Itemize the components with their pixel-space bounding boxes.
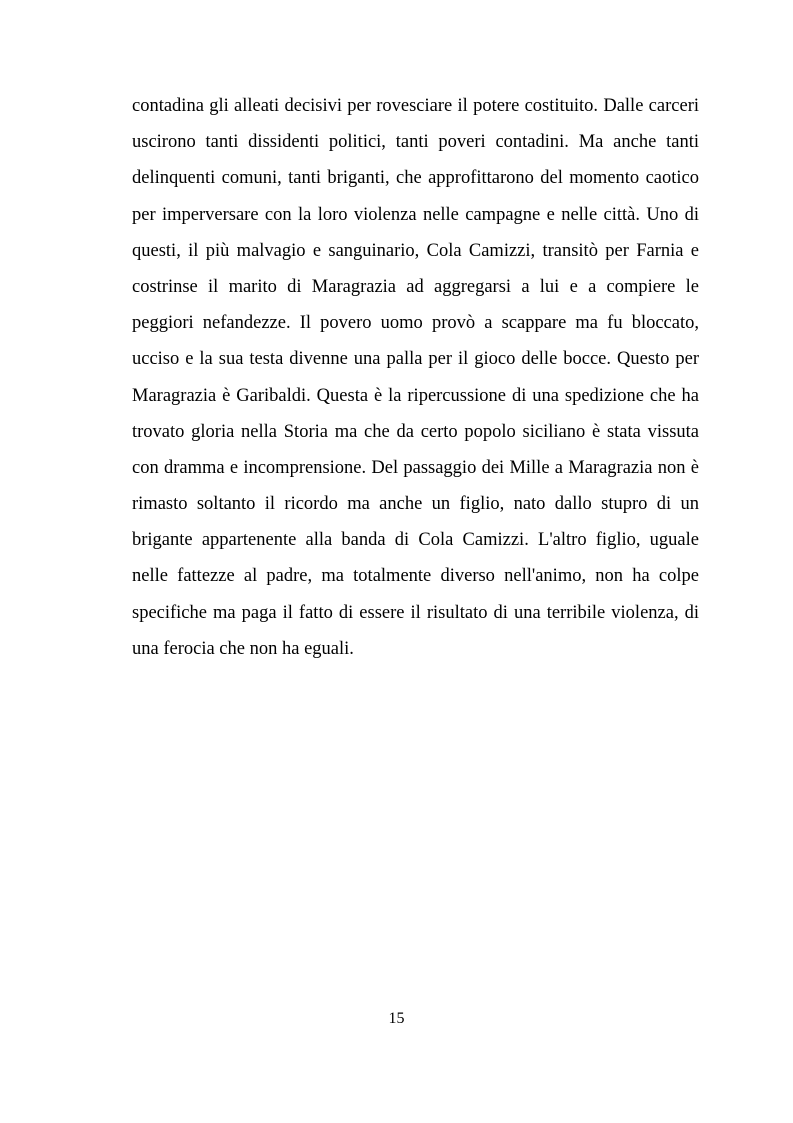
text-line: costrinse il marito di Maragrazia ad aggregarsi a lui e a compiere le [132,276,699,297]
text-line: ucciso e la sua testa divenne una palla per il gioco delle bocce. Questo per [132,349,699,370]
text-line: una ferocia che non ha eguali. [132,638,354,659]
page-number: 15 [388,1010,405,1027]
text-line: specifiche ma paga il fatto di essere il risultato di una terribile violenza, di [132,602,699,623]
text-line: per imperversare con la loro violenza nelle campagne e nelle città. Uno di [132,204,699,225]
text-line: brigante appartenente alla banda di Cola Camizzi. L'altro figlio, uguale [132,530,699,551]
body-paragraph [132,88,699,667]
text-line: con dramma e incomprensione. Del passaggio dei Mille a Maragrazia non è [132,457,699,478]
text-line: contadina gli alleati decisivi per rovesciare il potere costituito. Dalle carceri [132,96,699,116]
text-line: rimasto soltanto il ricordo ma anche un figlio, nato dallo stupro di un [132,494,699,515]
text-line: peggiori nefandezze. Il povero uomo provò a scappare ma fu bloccato, [132,313,699,334]
text-line: trovato gloria nella Storia ma che da certo popolo siciliano è stata vissuta [132,421,699,442]
text-line: questi, il più malvagio e sanguinario, Cola Camizzi, transitò per Farnia e [132,240,699,261]
text-line: uscirono tanti dissidenti politici, tanti poveri contadini. Ma anche tanti [132,132,699,153]
text-line: Maragrazia è Garibaldi. Questa è la ripercussione di una spedizione che ha [132,385,699,406]
text-line: delinquenti comuni, tanti briganti, che approfittarono del momento caotico [132,168,699,189]
text-line: nelle fattezze al padre, ma totalmente diverso nell'animo, non ha colpe [132,566,699,587]
